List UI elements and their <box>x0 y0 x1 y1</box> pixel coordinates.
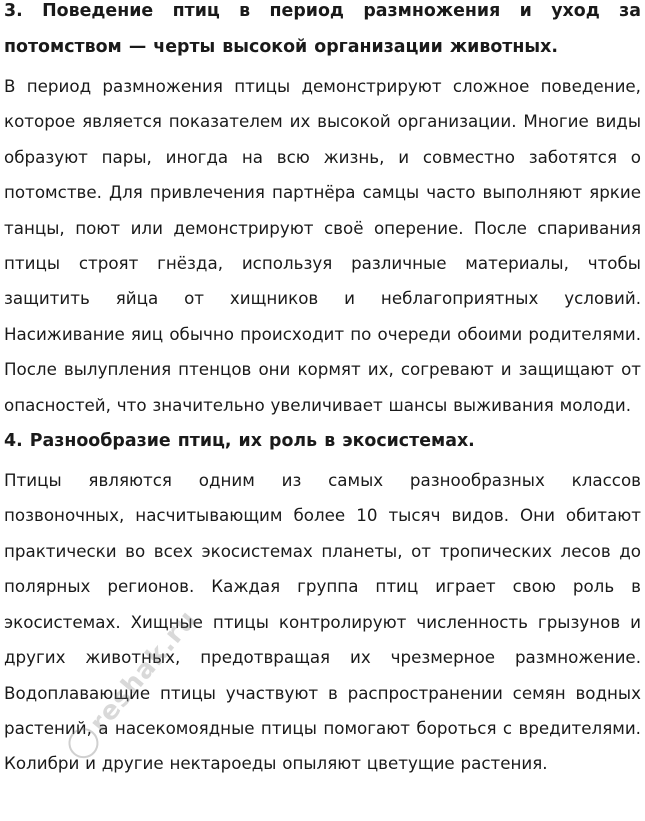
section-4-paragraph: Птицы являются одним из самых разнообразных классов позвоночных, насчитывающим более 10 тысяч видов. Они обитают практически во всех экосистемах планеты, от тропических лесов до полярных регионов. Каждая группа птиц играет свою роль в экосистемах. Хищные птицы контролируют численность грызунов и других животных, предотвращая их чрезмерное размножение. Водоплавающие птицы участвуют в распространении семян водных растений, а насекомоядные птицы помогают бороться с вредителями. Колибри и другие нектароеды опыляют цветущие растения. <box>4 470 641 774</box>
section-3-heading: 3. Поведение птиц в период размножения и уход за потомством — черты высокой организации животных. <box>4 1 641 57</box>
watermark-text: reshak.ru <box>84 604 204 739</box>
section-3-paragraph: В период размножения птицы демонстрируют сложное поведение, которое является показателем их высокой организации. Многие виды образуют пары, иногда на всю жизнь, и совместно заботятся о потомстве. Для привлечения партнёра самцы часто выполняют яркие танцы, поют или демонстрируют своё оперение. После спаривания птицы строят гнёзда, используя различные материалы, чтобы защитить яйца от хищников и неблагоприятных условий. Насиживание яиц обычно происходит по очереди обоими родителями. После вылупления птенцов они кормят их, согревают и защищают от опасностей, что значительно увеличивает шансы выживания молоди. <box>4 76 641 415</box>
section-4-heading: 4. Разнообразие птиц, их роль в экосистемах. <box>4 431 475 452</box>
